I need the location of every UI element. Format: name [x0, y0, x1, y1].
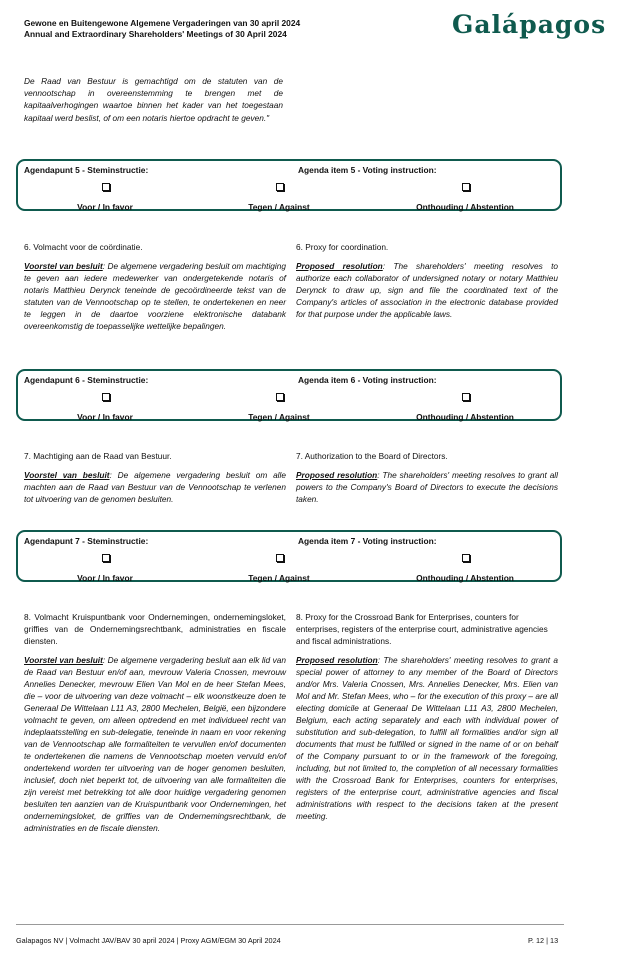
checkbox-for[interactable] [102, 554, 110, 562]
option-for-label: Voor / In favor [77, 202, 133, 212]
header-title-en: Annual and Extraordinary Shareholders' Meetings of 30 April 2024 [24, 29, 287, 39]
vote-title-en: Agenda item 6 - Voting instruction: [298, 375, 437, 385]
footer-divider [16, 924, 564, 925]
section-6-en [296, 241, 558, 320]
section-heading: 7. Authorization to the Board of Directors. [296, 451, 448, 461]
footer-document-info: Galapagos NV | Volmacht JAV/BAV 30 april 2024 | Proxy AGM/EGM 30 April 2024 [16, 936, 281, 945]
vote-box-item-6 [16, 369, 562, 421]
section-heading: 6. Proxy for coordination. [296, 242, 389, 252]
section-6-nl [24, 241, 286, 332]
vote-title-nl: Agendapunt 7 - Steminstructie: [24, 536, 149, 546]
section-heading: 8. Volmacht Kruispuntbank voor Ondernemingen, ondernemingsloket, griffies van de Ondernemingsrechtbank, administraties en fiscale diensten. [24, 612, 286, 646]
checkbox-abstain[interactable] [462, 183, 470, 191]
option-abstain-label: Onthouding / Abstention [416, 412, 514, 422]
checkbox-for[interactable] [102, 393, 110, 401]
section-7-nl [24, 450, 286, 505]
vote-box-item-5 [16, 159, 562, 211]
checkbox-abstain[interactable] [462, 554, 470, 562]
section-8-en [296, 611, 558, 822]
section-heading: 8. Proxy for the Crossroad Bank for Enterprises, counters for enterprises, registers of the enterprise court, administrative agencies and fiscal administrations. [296, 612, 548, 646]
checkbox-against[interactable] [276, 554, 284, 562]
option-abstain-label: Onthouding / Abstention [416, 573, 514, 583]
checkbox-against[interactable] [276, 393, 284, 401]
intro-paragraph: De Raad van Bestuur is gemachtigd om de statuten van de vennootschap in overeenstemming te brengen met de kapitaalverhogingen waartoe binnen het kader van het toegestaan kapitaal werd beslist, of om een notaris hiertoe opdracht te geven." [24, 76, 283, 123]
vote-title-en: Agenda item 5 - Voting instruction: [298, 165, 437, 175]
galapagos-logo: Galápagos [452, 10, 607, 39]
vote-title-nl: Agendapunt 5 - Steminstructie: [24, 165, 149, 175]
option-against-label: Tegen / Against [248, 412, 310, 422]
option-abstain-label: Onthouding / Abstention [416, 202, 514, 212]
section-heading: 6. Volmacht voor de coördinatie. [24, 242, 143, 252]
section-7-en [296, 450, 558, 505]
checkbox-abstain[interactable] [462, 393, 470, 401]
checkbox-against[interactable] [276, 183, 284, 191]
vote-box-item-7 [16, 530, 562, 582]
section-body: Proposed resolution: The shareholders' meeting resolves to grant a special power of attorney to any member of the Board of Directors and/or Mrs. Valeria Cnossen, Mrs. Annelies Denecker, Mrs. Elien van Mol and Mr. Stefan Mees, who – for the execution of this proxy – are all electing domicile at Generaal De Wittelaan L11 A3, 2800 Mechelen, Belgium, each acting separately and each with individual power of substitution and sub-delegation, to fulfill all formalities and/or sign all documents that must be fulfilled or signed in the name of or on behalf of the Company pursuant to or in the framework of the foregoing, including, but not limited to, the completion of all necessary formalities with the Crossroad Bank for Enterprises, counters for enterprises, registers of the enterprise court, administrative agencies and fiscal administrations with respect to the decisions taken at the present meeting. [296, 655, 558, 821]
vote-title-nl: Agendapunt 6 - Steminstructie: [24, 375, 149, 385]
section-8-nl [24, 611, 286, 834]
page-number: P. 12 | 13 [528, 936, 559, 945]
checkbox-for[interactable] [102, 183, 110, 191]
section-body: Proposed resolution: The shareholders' meeting resolves to authorize each collaborator of undersigned notary or notary Matthieu Derynck to draw up, sign and file the coordinated text of the Company's articles of association in the electronic database provided for that purpose under the applicable laws. [296, 261, 559, 319]
section-body: Voorstel van besluit: De algemene vergadering besluit om machtiging te geven aan iedere medewerker van ondergetekende notaris of notaris Matthieu Derynck teneinde de gecoördineerde tekst van de statuten van de Vennootschap op te stellen, te ondertekenen en neer te leggen in de daartoe voorziene elektronische databank overeenkomstig de toepasselijke wettelijke bepalingen. [24, 261, 286, 331]
option-for-label: Voor / In favor [77, 573, 133, 583]
section-body: Voorstel van besluit: De algemene vergadering besluit aan elk lid van de Raad van Bestuur en/of aan, mevrouw Valeria Cnossen, mevrouw Annelies Denecker, mevrouw Elien Van Mol en de heer Stefan Mees, die – voor de uitvoering van deze volmacht – elk woonstkeuze doen te Generaal De Wittelaan L11 A3, 2800 Mechelen, België, een bijzondere volmacht te geven, om alleen optredend en met individueel recht van indeplaatsstelling en sub-delegatie, teneinde in naam en voor rekening van de Vennootschap alle formaliteiten te vervullen en/of documenten te ondertekenen die namens de Vennootschap moeten vervuld en/of ondertekend worden ter uitvoering van de hoger genomen besluiten, inclusief, doch niet beperkt tot, de uitvoering van alle formaliteiten die zijn vereist met betrekking tot alle door huidige vergadering genomen besluiten ten aanzien van de Kruispuntbank voor Ondernemingen, het ondernemingsloket, de griffies van de Ondernemingsrechtbank, de administraties en de fiscale diensten. [24, 655, 286, 833]
section-heading: 7. Machtiging aan de Raad van Bestuur. [24, 451, 172, 461]
header-title-nl: Gewone en Buitengewone Algemene Vergaderingen van 30 april 2024 [24, 18, 301, 28]
document-header [24, 18, 300, 40]
section-body: Proposed resolution: The shareholders' meeting resolves to grant all powers to the Company's Board of Directors to execute the decisions taken. [296, 470, 558, 504]
option-against-label: Tegen / Against [248, 202, 310, 212]
option-for-label: Voor / In favor [77, 412, 133, 422]
section-body: Voorstel van besluit: De algemene vergadering besluit om alle machten aan de Raad van Bestuur van de Vennootschap te verlenen tot uitvoering van de genomen besluiten. [24, 470, 286, 504]
vote-title-en: Agenda item 7 - Voting instruction: [298, 536, 437, 546]
option-against-label: Tegen / Against [248, 573, 310, 583]
